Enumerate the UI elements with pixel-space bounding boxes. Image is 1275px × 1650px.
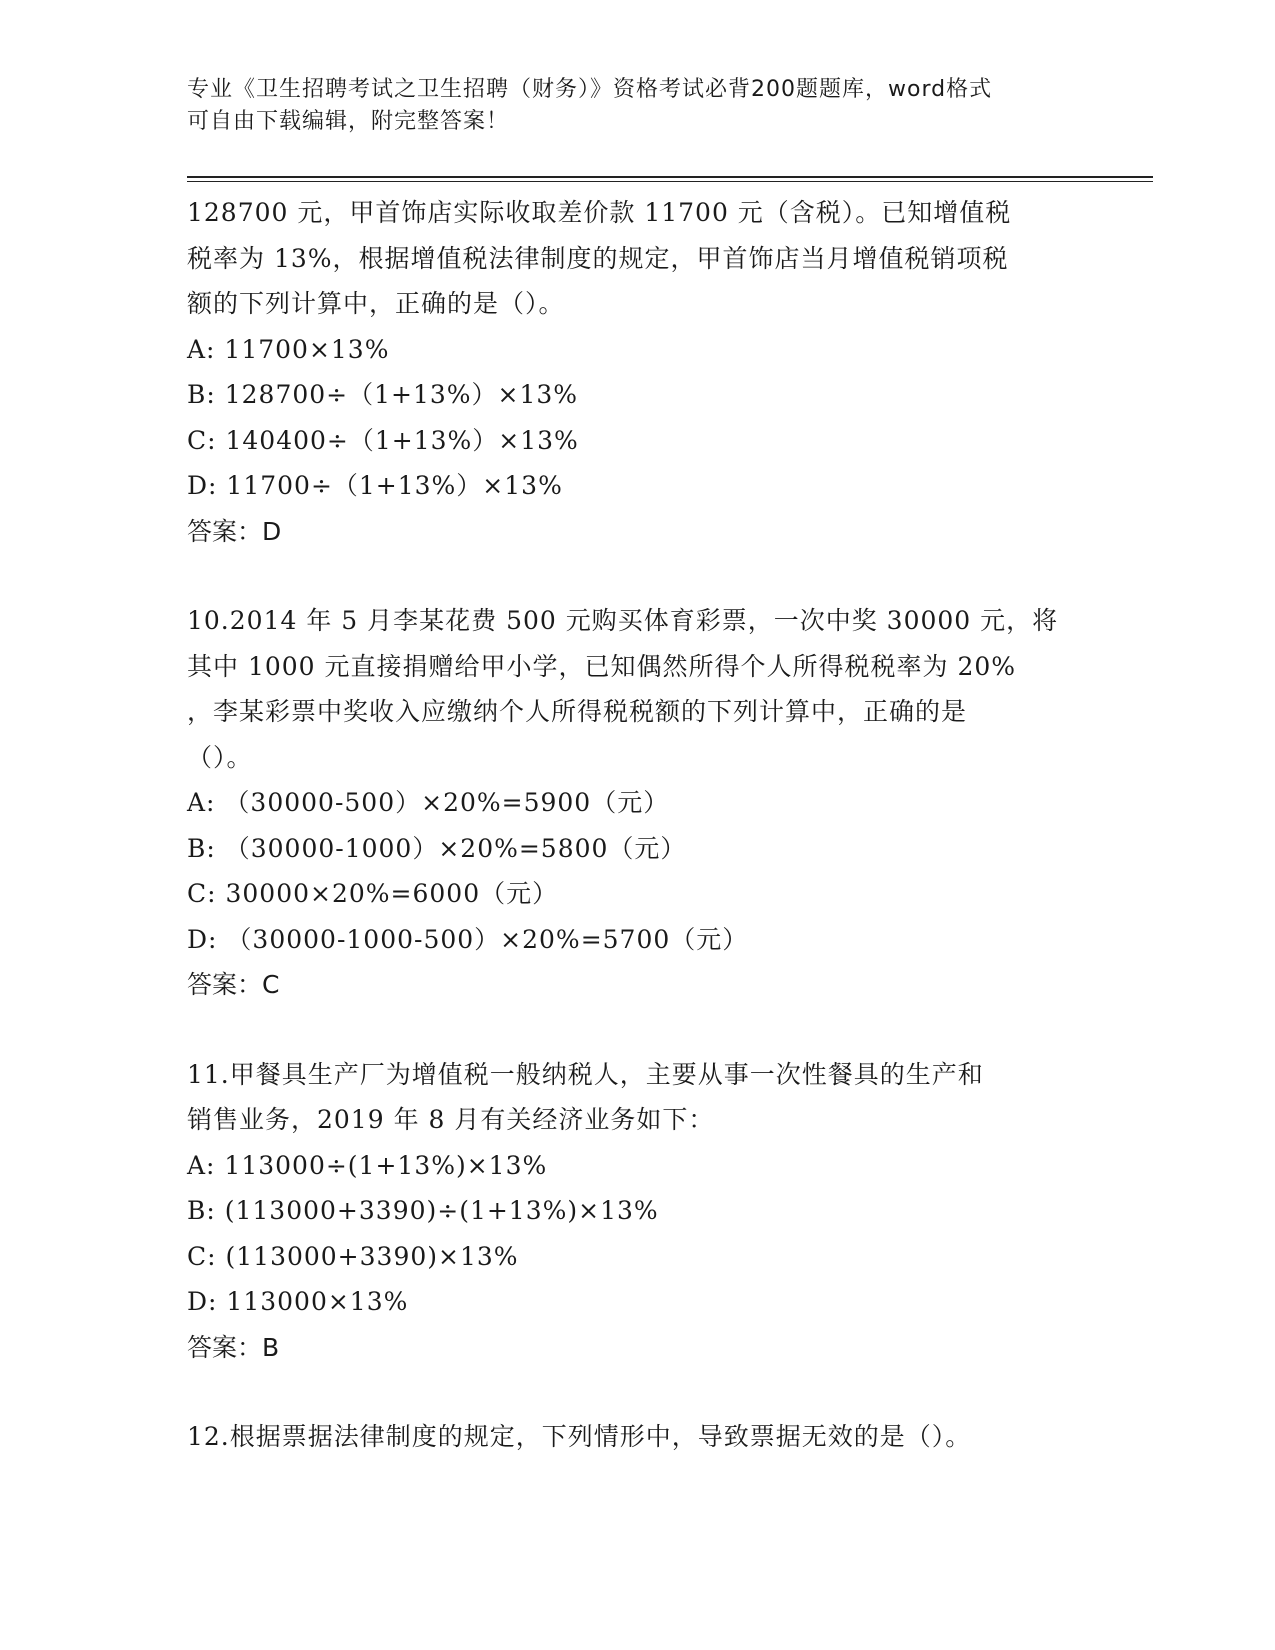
- header-rule-thick: [187, 176, 1153, 178]
- document-header: [187, 74, 1067, 138]
- question-stem-line: 10.2014 年 5 月李某花费 500 元购买体育彩票，一次中奖 30000 元，将: [187, 606, 1059, 635]
- option-c: C: (113000+3390)×13%: [187, 1241, 519, 1271]
- header-title: 专业《卫生招聘考试之卫生招聘（财务）》资格考试必背200题题库，word格式: [187, 77, 993, 102]
- question-11: [187, 1052, 1087, 1371]
- option-a: A: （30000-500）×20%=5900（元）: [187, 788, 670, 817]
- question-12: [187, 1414, 1087, 1460]
- answer-line: 答案：C: [187, 970, 280, 999]
- option-d: D: 11700÷（1+13%）×13%: [187, 471, 563, 500]
- option-a: A: 11700×13%: [187, 334, 390, 364]
- question-stem-line: 额的下列计算中，正确的是（）。: [187, 289, 565, 318]
- option-b: B: 128700÷（1+13%）×13%: [187, 380, 579, 409]
- question-continued: [187, 190, 1087, 554]
- answer-line: 答案：B: [187, 1332, 280, 1362]
- question-stem-line: ，李某彩票中奖收入应缴纳个人所得税税额的下列计算中，正确的是: [187, 697, 968, 726]
- question-stem-line: 其中 1000 元直接捐赠给甲小学，已知偶然所得个人所得税税率为 20%: [187, 651, 1017, 681]
- answer-line: 答案：D: [187, 516, 282, 546]
- question-stem-line: 11.甲餐具生产厂为增值税一般纳税人，主要从事一次性餐具的生产和: [187, 1059, 984, 1089]
- question-list: [187, 190, 1087, 1460]
- header-rule-thin: [187, 181, 1153, 182]
- option-b: B: (113000+3390)÷(1+13%)×13%: [187, 1196, 659, 1225]
- option-c: C: 140400÷（1+13%）×13%: [187, 425, 579, 455]
- question-stem-line: 12.根据票据法律制度的规定，下列情形中，导致票据无效的是（）。: [187, 1422, 972, 1451]
- option-c: C: 30000×20%=6000（元）: [187, 879, 559, 908]
- option-d: D: 113000×13%: [187, 1287, 409, 1316]
- option-b: B: （30000-1000）×20%=5800（元）: [187, 833, 687, 863]
- question-stem-line: 销售业务，2019 年 8 月有关经济业务如下：: [187, 1105, 715, 1134]
- option-d: D: （30000-1000-500）×20%=5700（元）: [187, 924, 749, 954]
- header-subtitle: 可自由下载编辑，附完整答案！: [187, 109, 510, 134]
- question-stem-line: 128700 元，甲首饰店实际收取差价款 11700 元（含税）。已知增值税: [187, 198, 1012, 227]
- question-stem-line: 税率为 13%，根据增值税法律制度的规定，甲首饰店当月增值税销项税: [187, 243, 1009, 273]
- option-a: A: 113000÷(1+13%)×13%: [187, 1150, 548, 1180]
- question-10: [187, 598, 1087, 1008]
- question-stem-line: （）。: [187, 742, 253, 772]
